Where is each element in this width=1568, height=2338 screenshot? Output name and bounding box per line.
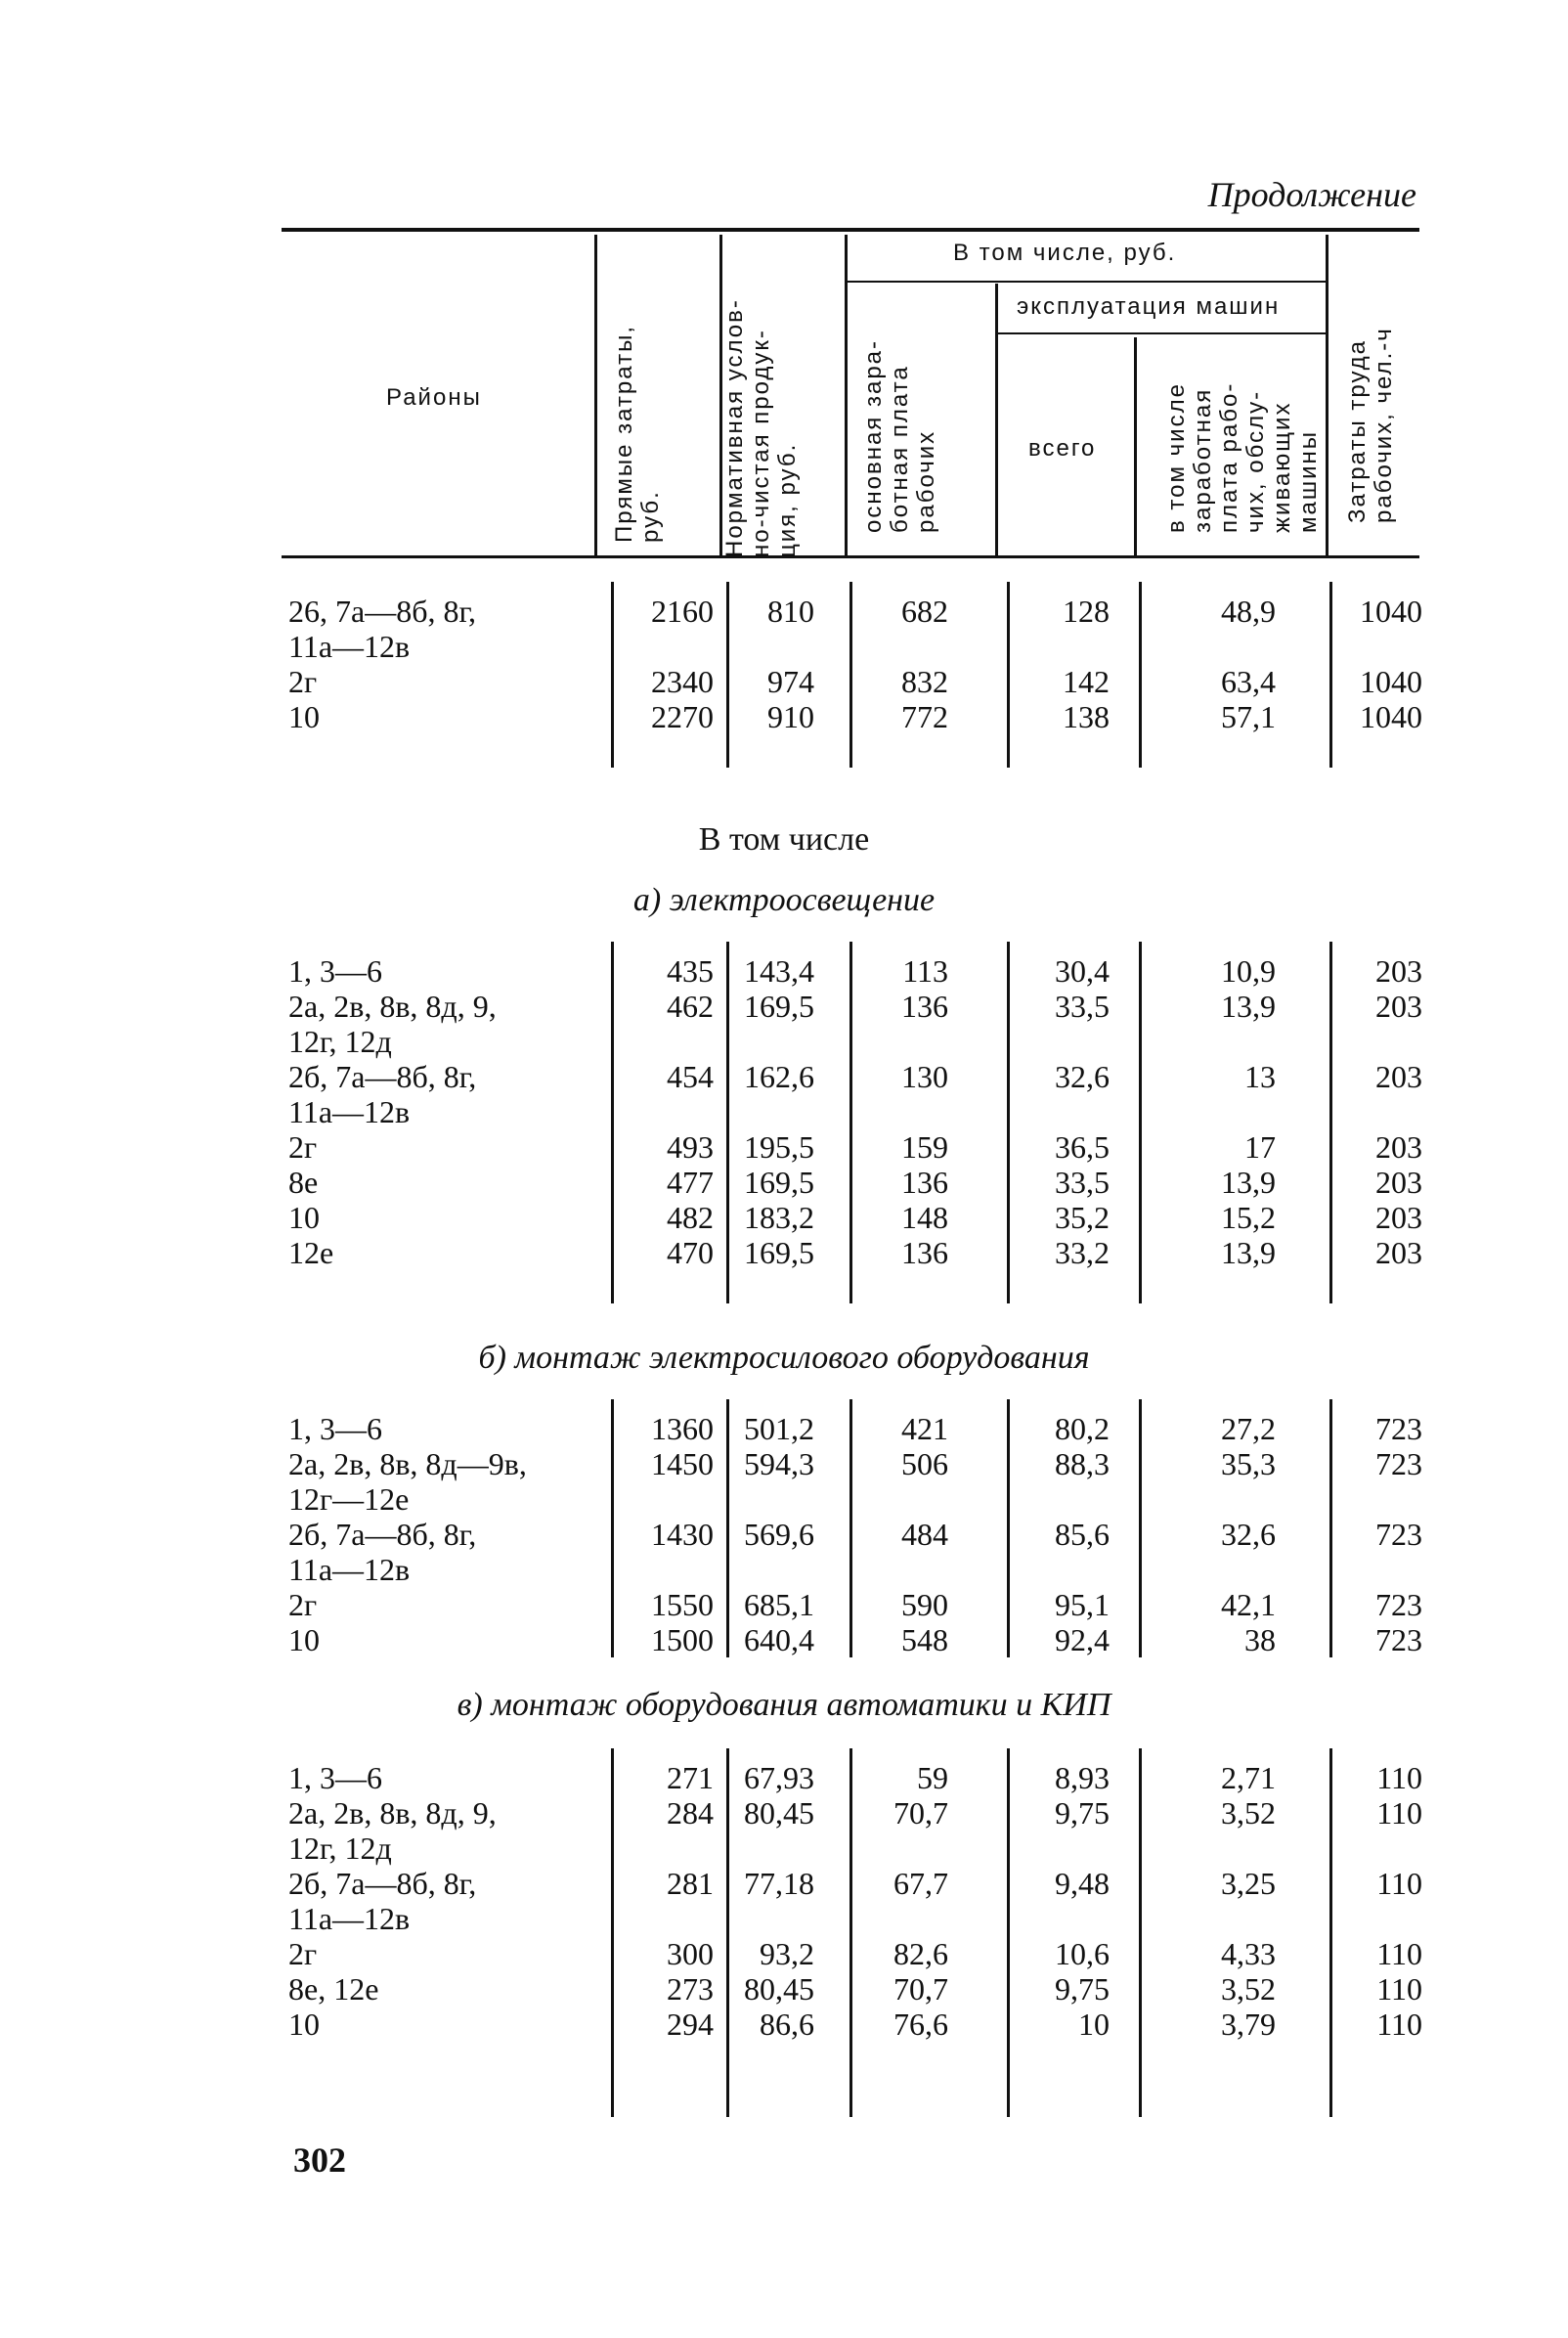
- table-cell: 10,6: [1055, 1936, 1110, 1971]
- table-cell: 203: [1375, 1235, 1422, 1270]
- table-cell: 273: [667, 1971, 714, 2007]
- header-sep-1: [594, 235, 597, 555]
- table-cell: 86,6: [760, 2007, 814, 2042]
- table-cell: 3,79: [1221, 2007, 1276, 2042]
- column-separator: [1329, 582, 1332, 768]
- table-cell: 15,2: [1221, 1200, 1276, 1235]
- header-sep-5: [1134, 337, 1137, 555]
- district-name: 2а, 2в, 8в, 8д—9в,: [288, 1446, 527, 1481]
- table-cell: 640,4: [744, 1622, 814, 1657]
- column-separator: [849, 582, 852, 768]
- district-name: 11а—12в: [288, 1094, 411, 1129]
- machine-ops-rule: [997, 332, 1326, 334]
- table-cell: 13,9: [1221, 989, 1276, 1024]
- table-cell: 113: [902, 953, 948, 989]
- column-separator: [726, 942, 729, 1303]
- page-number: 302: [293, 2140, 346, 2180]
- column-separator: [1007, 1399, 1010, 1657]
- table-cell: 80,45: [744, 1971, 814, 2007]
- table-cell: 723: [1375, 1517, 1422, 1552]
- district-name: 1, 3—6: [288, 1411, 382, 1446]
- district-name: 2б, 7а—8б, 8г,: [288, 1866, 477, 1901]
- table-cell: 506: [901, 1446, 948, 1481]
- table-cell: 95,1: [1055, 1587, 1110, 1622]
- header-labor: Затраты труда рабочих, чел.-ч: [1344, 327, 1397, 523]
- table-cell: 110: [1376, 1760, 1422, 1795]
- table-cell: 723: [1375, 1446, 1422, 1481]
- table-cell: 88,3: [1055, 1446, 1110, 1481]
- table-cell: 281: [667, 1866, 714, 1901]
- header-district: Районы: [386, 384, 482, 411]
- table-cell: 195,5: [744, 1129, 814, 1165]
- table-cell: 590: [901, 1587, 948, 1622]
- table-cell: 136: [901, 989, 948, 1024]
- table-cell: 76,6: [893, 2007, 948, 2042]
- column-separator: [1007, 942, 1010, 1303]
- district-name: 26, 7а—8б, 8г,: [288, 594, 476, 629]
- column-separator: [611, 942, 614, 1303]
- table-cell: 85,6: [1055, 1517, 1110, 1552]
- table-cell: 142: [1063, 664, 1110, 699]
- table-cell: 685,1: [744, 1587, 814, 1622]
- table-cell: 203: [1375, 1129, 1422, 1165]
- header-total: всего: [1028, 435, 1097, 462]
- table-cell: 148: [901, 1200, 948, 1235]
- table-cell: 810: [767, 594, 814, 629]
- header-base-wage: основная зара- ботная плата рабочих: [860, 338, 939, 533]
- table-cell: 110: [1376, 1795, 1422, 1831]
- header-sep-6: [1326, 235, 1328, 555]
- table-cell: 454: [667, 1059, 714, 1094]
- table-cell: 1450: [651, 1446, 714, 1481]
- table-cell: 36,5: [1055, 1129, 1110, 1165]
- district-name: 2б, 7а—8б, 8г,: [288, 1059, 477, 1094]
- column-separator: [726, 582, 729, 768]
- column-separator: [1139, 942, 1142, 1303]
- table-cell: 3,25: [1221, 1866, 1276, 1901]
- table-cell: 1040: [1360, 699, 1422, 734]
- column-separator: [726, 1399, 729, 1657]
- table-cell: 3,52: [1221, 1971, 1276, 2007]
- column-separator: [1329, 1748, 1332, 2117]
- table-cell: 284: [667, 1795, 714, 1831]
- district-name: 10: [288, 2007, 320, 2042]
- district-name: 12е: [288, 1235, 334, 1270]
- table-cell: 77,18: [744, 1866, 814, 1901]
- column-separator: [849, 1399, 852, 1657]
- column-separator: [849, 942, 852, 1303]
- table-cell: 110: [1376, 1936, 1422, 1971]
- table-cell: 183,2: [744, 1200, 814, 1235]
- table-cell: 910: [767, 699, 814, 734]
- table-cell: 63,4: [1221, 664, 1276, 699]
- table-cell: 1430: [651, 1517, 714, 1552]
- table-cell: 92,4: [1055, 1622, 1110, 1657]
- table-cell: 48,9: [1221, 594, 1276, 629]
- including-title: В том числе: [698, 821, 870, 858]
- table-cell: 27,2: [1221, 1411, 1276, 1446]
- table-cell: 136: [901, 1235, 948, 1270]
- table-cell: 2270: [651, 699, 714, 734]
- header-sep-3: [845, 235, 848, 555]
- table-cell: 57,1: [1221, 699, 1276, 734]
- district-name: 2а, 2в, 8в, 8д, 9,: [288, 1795, 497, 1831]
- table-cell: 138: [1063, 699, 1110, 734]
- district-name: 8е, 12е: [288, 1971, 379, 2007]
- column-separator: [1139, 582, 1142, 768]
- table-cell: 2,71: [1221, 1760, 1276, 1795]
- table-cell: 1360: [651, 1411, 714, 1446]
- table-cell: 482: [667, 1200, 714, 1235]
- table-cell: 723: [1375, 1587, 1422, 1622]
- table-cell: 38: [1244, 1622, 1276, 1657]
- table-cell: 13,9: [1221, 1165, 1276, 1200]
- district-name: 12г, 12д: [288, 1831, 392, 1866]
- table-cell: 300: [667, 1936, 714, 1971]
- district-name: 12г, 12д: [288, 1024, 392, 1059]
- table-cell: 772: [901, 699, 948, 734]
- district-name: 12г—12е: [288, 1481, 410, 1517]
- table-cell: 17: [1244, 1129, 1276, 1165]
- table-cell: 10,9: [1221, 953, 1276, 989]
- table-cell: 110: [1376, 2007, 1422, 2042]
- column-separator: [1139, 1399, 1142, 1657]
- table-cell: 548: [901, 1622, 948, 1657]
- table-cell: 594,3: [744, 1446, 814, 1481]
- district-name: 2г: [288, 1936, 318, 1971]
- table-cell: 80,45: [744, 1795, 814, 1831]
- column-separator: [1329, 942, 1332, 1303]
- table-cell: 169,5: [744, 1165, 814, 1200]
- column-separator: [726, 1748, 729, 2117]
- table-cell: 35,3: [1221, 1446, 1276, 1481]
- table-cell: 569,6: [744, 1517, 814, 1552]
- table-cell: 203: [1375, 1200, 1422, 1235]
- table-cell: 470: [667, 1235, 714, 1270]
- district-name: 8е: [288, 1165, 319, 1200]
- column-separator: [611, 1399, 614, 1657]
- header-machine-ops: эксплуатация машин: [1017, 293, 1281, 320]
- table-cell: 169,5: [744, 989, 814, 1024]
- table-cell: 203: [1375, 1059, 1422, 1094]
- table-cell: 33,5: [1055, 1165, 1110, 1200]
- district-name: 2г: [288, 1129, 318, 1165]
- column-separator: [1007, 582, 1010, 768]
- table-cell: 162,6: [744, 1059, 814, 1094]
- table-cell: 169,5: [744, 1235, 814, 1270]
- table-cell: 1500: [651, 1622, 714, 1657]
- header-sep-4: [995, 284, 998, 555]
- table-cell: 32,6: [1221, 1517, 1276, 1552]
- table-cell: 82,6: [893, 1936, 948, 1971]
- section-title: а) электроосвещение: [632, 882, 936, 918]
- table-cell: 30,4: [1055, 953, 1110, 989]
- table-cell: 1040: [1360, 664, 1422, 699]
- table-cell: 33,2: [1055, 1235, 1110, 1270]
- table-cell: 32,6: [1055, 1059, 1110, 1094]
- table-cell: 682: [901, 594, 948, 629]
- table-cell: 9,48: [1055, 1866, 1110, 1901]
- table-cell: 128: [1063, 594, 1110, 629]
- continuation-label: Продолжение: [1207, 175, 1416, 214]
- table-cell: 110: [1376, 1866, 1422, 1901]
- district-name: 10: [288, 1200, 320, 1235]
- table-cell: 13: [1244, 1059, 1276, 1094]
- table-cell: 294: [667, 2007, 714, 2042]
- table-cell: 462: [667, 989, 714, 1024]
- district-name: 2г: [288, 1587, 318, 1622]
- table-cell: 974: [767, 664, 814, 699]
- column-separator: [1329, 1399, 1332, 1657]
- column-separator: [1007, 1748, 1010, 2117]
- table-cell: 10: [1078, 2007, 1110, 2042]
- district-name: 10: [288, 699, 320, 734]
- table-cell: 501,2: [744, 1411, 814, 1446]
- header-normative: Нормативная услов- но-чистая продук- ция, руб.: [721, 298, 801, 557]
- table-cell: 832: [901, 664, 948, 699]
- table-cell: 67,7: [893, 1866, 948, 1901]
- table-cell: 2340: [651, 664, 714, 699]
- district-name: 10: [288, 1622, 320, 1657]
- district-name: 11а—12в: [288, 1901, 411, 1936]
- table-cell: 130: [901, 1059, 948, 1094]
- table-cell: 1040: [1360, 594, 1422, 629]
- table-cell: 9,75: [1055, 1971, 1110, 2007]
- district-name: 11а—12в: [288, 629, 411, 664]
- table-cell: 13,9: [1221, 1235, 1276, 1270]
- district-name: 1, 3—6: [288, 1760, 382, 1795]
- column-separator: [611, 1748, 614, 2117]
- table-cell: 70,7: [893, 1795, 948, 1831]
- column-separator: [611, 582, 614, 768]
- table-cell: 35,2: [1055, 1200, 1110, 1235]
- table-cell: 9,75: [1055, 1795, 1110, 1831]
- table-cell: 70,7: [893, 1971, 948, 2007]
- table-cell: 203: [1375, 953, 1422, 989]
- table-cell: 59: [917, 1760, 948, 1795]
- district-name: 2г: [288, 664, 318, 699]
- column-separator: [849, 1748, 852, 2117]
- table-cell: 203: [1375, 1165, 1422, 1200]
- table-cell: 93,2: [760, 1936, 814, 1971]
- table-cell: 2160: [651, 594, 714, 629]
- header-top-rule: [282, 228, 1419, 232]
- district-name: 1, 3—6: [288, 953, 382, 989]
- table-cell: 477: [667, 1165, 714, 1200]
- table-cell: 723: [1375, 1622, 1422, 1657]
- table-cell: 42,1: [1221, 1587, 1276, 1622]
- header-bottom-rule: [282, 555, 1419, 558]
- table-cell: 159: [901, 1129, 948, 1165]
- section-title: в) монтаж оборудования автоматики и КИП: [457, 1687, 1111, 1723]
- column-separator: [1139, 1748, 1142, 2117]
- table-cell: 203: [1375, 989, 1422, 1024]
- header-direct-costs: Прямые затраты, руб.: [611, 325, 664, 543]
- table-cell: 143,4: [744, 953, 814, 989]
- table-cell: 4,33: [1221, 1936, 1276, 1971]
- table-cell: 67,93: [744, 1760, 814, 1795]
- table-cell: 435: [667, 953, 714, 989]
- table-cell: 421: [901, 1411, 948, 1446]
- including-rule: [847, 281, 1326, 283]
- table-cell: 33,5: [1055, 989, 1110, 1024]
- table-cell: 3,52: [1221, 1795, 1276, 1831]
- table-cell: 723: [1375, 1411, 1422, 1446]
- header-incl-wage: в том числе заработная плата рабо- чих, обслу- живающих машины: [1163, 381, 1322, 533]
- table-cell: 1550: [651, 1587, 714, 1622]
- header-including-rub: В том числе, руб.: [953, 240, 1177, 266]
- section-title: б) монтаж электросилового оборудования: [478, 1340, 1090, 1376]
- district-name: 2а, 2в, 8в, 8д, 9,: [288, 989, 497, 1024]
- table-cell: 110: [1376, 1971, 1422, 2007]
- table-cell: 8,93: [1055, 1760, 1110, 1795]
- table-cell: 80,2: [1055, 1411, 1110, 1446]
- district-name: 2б, 7а—8б, 8г,: [288, 1517, 477, 1552]
- table-cell: 136: [901, 1165, 948, 1200]
- table-cell: 271: [667, 1760, 714, 1795]
- table-cell: 484: [901, 1517, 948, 1552]
- district-name: 11а—12в: [288, 1552, 411, 1587]
- table-cell: 493: [667, 1129, 714, 1165]
